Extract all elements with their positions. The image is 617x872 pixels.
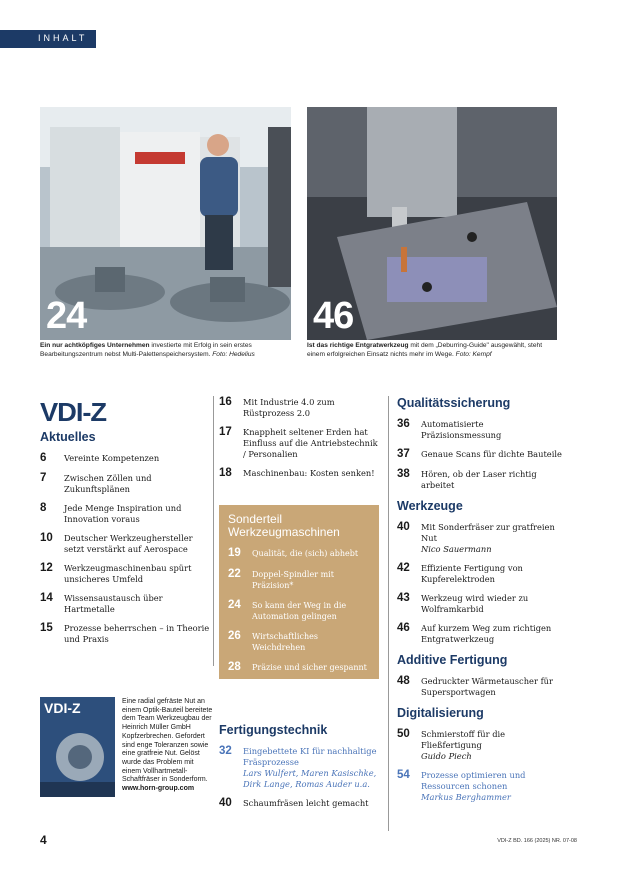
toc-entry-text: Mit Industrie 4.0 zum Rüstprozess 2.0 xyxy=(243,397,335,418)
toc-entry-text: Schaumfräsen leicht gemacht xyxy=(243,798,369,808)
section-title: Digitalisierung xyxy=(397,706,484,720)
column-divider xyxy=(388,396,389,831)
section-title: Fertigungstechnik xyxy=(219,723,328,737)
toc-entry[interactable] xyxy=(40,502,210,525)
section-title: Werkzeuge xyxy=(397,499,463,513)
toc-entry-text: Genaue Scans für dichte Bauteile xyxy=(421,449,562,459)
toc-entry[interactable] xyxy=(40,472,210,495)
toc-entry[interactable] xyxy=(219,426,382,460)
toc-page-number: 40 xyxy=(219,797,232,809)
toc-entry[interactable] xyxy=(40,532,210,555)
toc-page-number: 43 xyxy=(397,592,410,604)
toc-entry[interactable] xyxy=(397,592,562,615)
cover-thumbnail xyxy=(40,697,115,797)
section-title: Aktuelles xyxy=(40,430,96,444)
toc-entry-text: Automatisierte Präzisionsmessung xyxy=(421,419,502,440)
toc-list xyxy=(397,675,562,698)
toc-entry[interactable] xyxy=(397,521,562,555)
photo-left-caption: Ein nur achtköpfiges Unternehmen investierte mit Erfolg in sein erstes Bearbeitungszentrum nebst Multi-Palettenspeichersystem. Foto: Hedelius xyxy=(40,342,255,358)
toc-entry-text: Qualität, die (sich) abhebt xyxy=(252,549,359,558)
toc-list xyxy=(40,452,210,645)
toc-page-number: 7 xyxy=(40,472,47,484)
toc-page-number: 6 xyxy=(40,452,47,464)
photo-right-caption: Ist das richtige Entgratwerkzeug mit dem „Deburring-Guide" ausgewählt, steht einem erfolgreichen Einsatz nichts mehr im Wege. Foto: Kempf xyxy=(307,342,543,358)
toc-page-number: 40 xyxy=(397,521,410,533)
toc-entry[interactable] xyxy=(219,396,382,419)
toc-list xyxy=(397,418,562,491)
toc-entry-text: Werkzeugmaschinenbau spürt unsicheres Umfeld xyxy=(64,563,192,584)
cover-description: Eine radial gefräste Nut an einem Optik-Bauteil bereitete dem Team Werkzeugbau der Heinrich Müller GmbH Kopfzerbrechen. Gefordert sind enge Toleranzen sowie eine gratfreie Nut. Gelöst wurde das Problem mit einem Vollhartmetall-Schaftfräser in Sonderform. www.horn-group.com xyxy=(122,698,213,793)
toc-entry[interactable] xyxy=(228,661,370,674)
toc-entry-text: Präzise und sicher gespannt xyxy=(252,663,367,672)
column-divider xyxy=(213,396,214,666)
toc-page-number: 15 xyxy=(40,622,53,634)
section-right xyxy=(397,396,562,810)
toc-entry[interactable] xyxy=(397,675,562,698)
toc-entry-text: Effiziente Fertigung von Kupferelektroden xyxy=(421,563,523,584)
cover-url[interactable]: www.horn-group.com xyxy=(122,785,195,793)
toc-entry-text: Jede Menge Inspiration und Innovation voraus xyxy=(64,503,182,524)
toc-entry-text: Prozesse optimieren und Ressourcen schonen Markus Berghammer xyxy=(421,769,562,803)
toc-entry[interactable] xyxy=(228,630,370,653)
toc-entry-text: Prozesse beherrschen – in Theorie und Praxis xyxy=(64,623,210,644)
toc-page-number: 8 xyxy=(40,502,47,514)
toc-page-number: 16 xyxy=(219,396,232,408)
toc-page-number: 10 xyxy=(40,532,53,544)
toc-entry[interactable] xyxy=(40,622,210,645)
toc-entry-text: Vereinte Kompetenzen xyxy=(64,453,160,463)
toc-entry[interactable] xyxy=(219,797,382,810)
toc-page-number: 37 xyxy=(397,448,410,460)
toc-page-number: 32 xyxy=(219,745,232,757)
toc-page-number: 54 xyxy=(397,769,410,781)
toc-entry-text: Knappheit seltener Erden hat Einfluss auf die Antriebstechnik / Personalien xyxy=(243,427,378,459)
toc-page-number: 26 xyxy=(228,630,241,642)
section-title: Qualitätssicherung xyxy=(397,396,511,410)
page-number: 4 xyxy=(40,833,47,847)
section-middle xyxy=(219,396,382,487)
toc-entry[interactable] xyxy=(228,568,370,591)
toc-entry[interactable] xyxy=(397,562,562,585)
toc-page-number: 24 xyxy=(228,599,241,611)
section-header-label: INHALT xyxy=(38,33,88,43)
toc-list xyxy=(397,728,562,803)
photo-workshop xyxy=(40,107,291,340)
toc-page-number: 22 xyxy=(228,568,241,580)
toc-list xyxy=(219,745,382,810)
toc-page-number: 17 xyxy=(219,426,232,438)
toc-entry[interactable] xyxy=(219,467,382,480)
toc-entry[interactable] xyxy=(219,745,382,790)
toc-entry-text: Maschinenbau: Kosten senken! xyxy=(243,468,375,478)
toc-page-number: 28 xyxy=(228,661,241,673)
toc-page-number: 38 xyxy=(397,468,410,480)
toc-page-number: 42 xyxy=(397,562,410,574)
photo-left-page-number: 24 xyxy=(46,295,87,337)
toc-list xyxy=(228,547,370,674)
toc-entry[interactable] xyxy=(40,592,210,615)
sonderteil-box xyxy=(219,505,379,679)
toc-page-number: 36 xyxy=(397,418,410,430)
toc-page-number: 19 xyxy=(228,547,241,559)
toc-entry-text: Schmierstoff für die Fließfertigung Guido Piech xyxy=(421,728,562,762)
toc-page-number: 14 xyxy=(40,592,53,604)
section-aktuelles xyxy=(40,430,210,652)
toc-entry-text: Zwischen Zöllen und Zukunftsplänen xyxy=(64,473,152,494)
toc-entry[interactable] xyxy=(397,728,562,762)
toc-entry-text: Doppel-Spindler mit Präzision* xyxy=(252,570,334,590)
toc-entry[interactable] xyxy=(40,562,210,585)
issue-reference: VDI-Z BD. 166 (2025) NR. 07-08 xyxy=(497,838,577,844)
toc-page-number: 50 xyxy=(397,728,410,740)
toc-entry-text: Werkzeug wird wieder zu Wolframkarbid xyxy=(421,593,529,614)
toc-entry-text: Eingebettete KI für nachhaltige Fräsprozesse Lars Wulfert, Maren Kasischke, Dirk Lange, Romas Auder u.a. xyxy=(243,745,382,790)
toc-entry-author: Lars Wulfert, Maren Kasischke, Dirk Lange, Romas Auder u.a. xyxy=(243,768,377,789)
toc-page-number: 46 xyxy=(397,622,410,634)
toc-entry[interactable] xyxy=(397,622,562,645)
toc-entry-text: Hören, ob der Laser richtig arbeitet xyxy=(421,469,537,490)
toc-entry[interactable] xyxy=(228,547,370,560)
toc-entry-text: Auf kurzem Weg zum richtigen Entgratwerkzeug xyxy=(421,623,552,644)
toc-entry-text: Gedruckter Wärmetauscher für Supersportwagen xyxy=(421,676,553,697)
toc-entry-author: Markus Berghammer xyxy=(421,792,511,802)
magazine-logo: VDI-Z xyxy=(40,397,107,427)
toc-entry-author: Nico Sauermann xyxy=(421,544,492,554)
toc-page-number: 18 xyxy=(219,467,232,479)
toc-entry-text: Wirtschaftliches Weichdrehen xyxy=(252,632,318,652)
section-title: Additive Fertigung xyxy=(397,653,508,667)
toc-entry-author: Guido Piech xyxy=(421,751,472,761)
section-fertigungstechnik xyxy=(219,723,382,817)
toc-entry-text: Wissensaustausch über Hartmetalle xyxy=(64,593,163,614)
toc-entry[interactable] xyxy=(397,769,562,803)
toc-entry[interactable] xyxy=(397,448,562,461)
toc-entry-text: Deutscher Werkzeughersteller setzt verstärkt auf Aerospace xyxy=(64,533,193,554)
toc-page-number: 48 xyxy=(397,675,410,687)
toc-entry[interactable] xyxy=(228,599,370,622)
toc-list xyxy=(219,396,382,480)
cover-logo: VDI-Z xyxy=(44,700,81,716)
toc-entry[interactable] xyxy=(397,418,562,441)
photo-deburring xyxy=(307,107,557,340)
toc-page-number: 12 xyxy=(40,562,53,574)
section-header-bar xyxy=(0,30,96,48)
toc-entry[interactable] xyxy=(397,468,562,491)
photo-right-page-number: 46 xyxy=(313,295,354,337)
toc-entry-text: Mit Sonderfräser zur gratfreien Nut Nico Sauermann xyxy=(421,521,562,555)
toc-entry-text: So kann der Weg in die Automation gelingen xyxy=(252,601,347,621)
sonderteil-title: Sonderteil Werkzeugmaschinen xyxy=(228,512,340,539)
toc-entry[interactable] xyxy=(40,452,210,465)
toc-list xyxy=(397,521,562,645)
